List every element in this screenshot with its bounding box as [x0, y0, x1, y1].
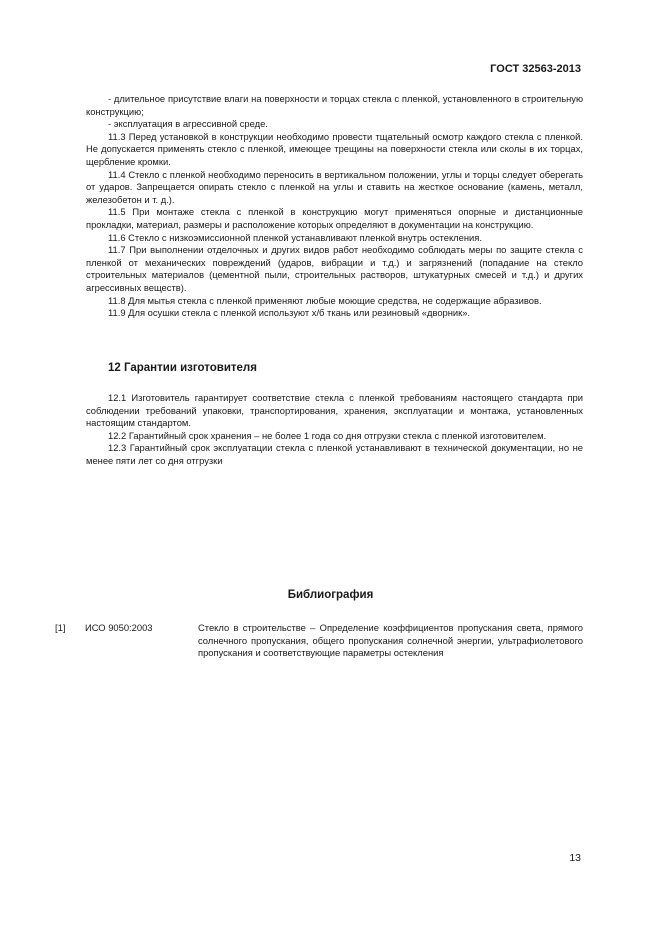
paragraph-12-1: 12.1 Изготовитель гарантирует соответствие стекла с пленкой требованиям настоящего стандарта при соблюдении требований упаковки, транспортирования, хранения, эксплуатации и монтажа, установленных настоящим стандартом. — [86, 392, 583, 429]
bibliography-entry-description: Стекло в строительстве – Определение коэффициентов пропускания света, прямого солнечного пропускания, общего пропускания солнечной энергии, ультрафиолетового пропускания и соответствующие параметры остекления — [198, 622, 583, 659]
paragraph-11-5: 11.5 При монтаже стекла с пленкой в конструкцию могут применяться опорные и дистанционные прокладки, материал, размеры и расположение которых определяют в документации на конструкцию. — [86, 206, 583, 230]
paragraph-11-9: 11.9 Для осушки стекла с пленкой используют х/б ткань или резиновый «дворник». — [108, 307, 471, 319]
paragraph-12-3: 12.3 Гарантийный срок эксплуатации стекла с пленкой устанавливают в технической документации, но не менее пяти лет со дня отгрузки — [86, 442, 583, 466]
paragraph-11-4: 11.4 Стекло с пленкой необходимо переносить в вертикальном положении, углы и торцы следует оберегать от ударов. Запрещается опирать стекло с пленкой на углы и ставить на жесткое основание (камень, металл, железобетон и т. д.). — [86, 168, 583, 205]
page-number: 13 — [569, 852, 581, 864]
paragraph-moisture: - длительное присутствие влаги на поверхности и торцах стекла с пленкой, установленного в строительную конструкцию; — [86, 93, 583, 117]
section-12-body — [86, 392, 583, 468]
document-code-header: ГОСТ 32563-2013 — [490, 63, 581, 75]
section-12-heading: 12 Гарантии изготовителя — [108, 362, 257, 374]
paragraph-11-7: 11.7 При выполнении отделочных и других видов работ необходимо соблюдать меры по защите стекла с пленкой от механических повреждений (ударов, вибрации и т.д.) и загрязнений (попадание на стекло строительных материалов (цементной пыли, строительных растворов, штукатурных смесей и т.д.) и других агрессивных веществ). — [86, 244, 583, 293]
bibliography-title: Библиография — [287, 589, 374, 601]
paragraph-12-2: 12.2 Гарантийный срок хранения – не более 1 года со дня отгрузки стекла с пленкой изготовителем. — [108, 429, 547, 441]
paragraph-aggressive-env: - эксплуатация в агрессивной среде. — [108, 118, 268, 130]
section-11-continuation — [86, 93, 583, 320]
bibliography-entry-number: [1] — [55, 622, 66, 633]
paragraph-11-3: 11.3 Перед установкой в конструкции необходимо провести тщательный осмотр каждого стекла с пленкой. Не допускается применять стекло с пленкой, имеющее трещины на поверхности стекла или сколы в их торцах, щербление кромки. — [86, 130, 583, 167]
paragraph-11-6: 11.6 Стекло с низкоэмиссионной пленкой устанавливают пленкой внутрь остекления. — [108, 231, 482, 243]
bibliography-entry-code: ИСО 9050:2003 — [85, 622, 153, 633]
paragraph-11-8: 11.8 Для мытья стекла с пленкой применяют любые моющие средства, не содержащие абразивов. — [108, 294, 542, 306]
